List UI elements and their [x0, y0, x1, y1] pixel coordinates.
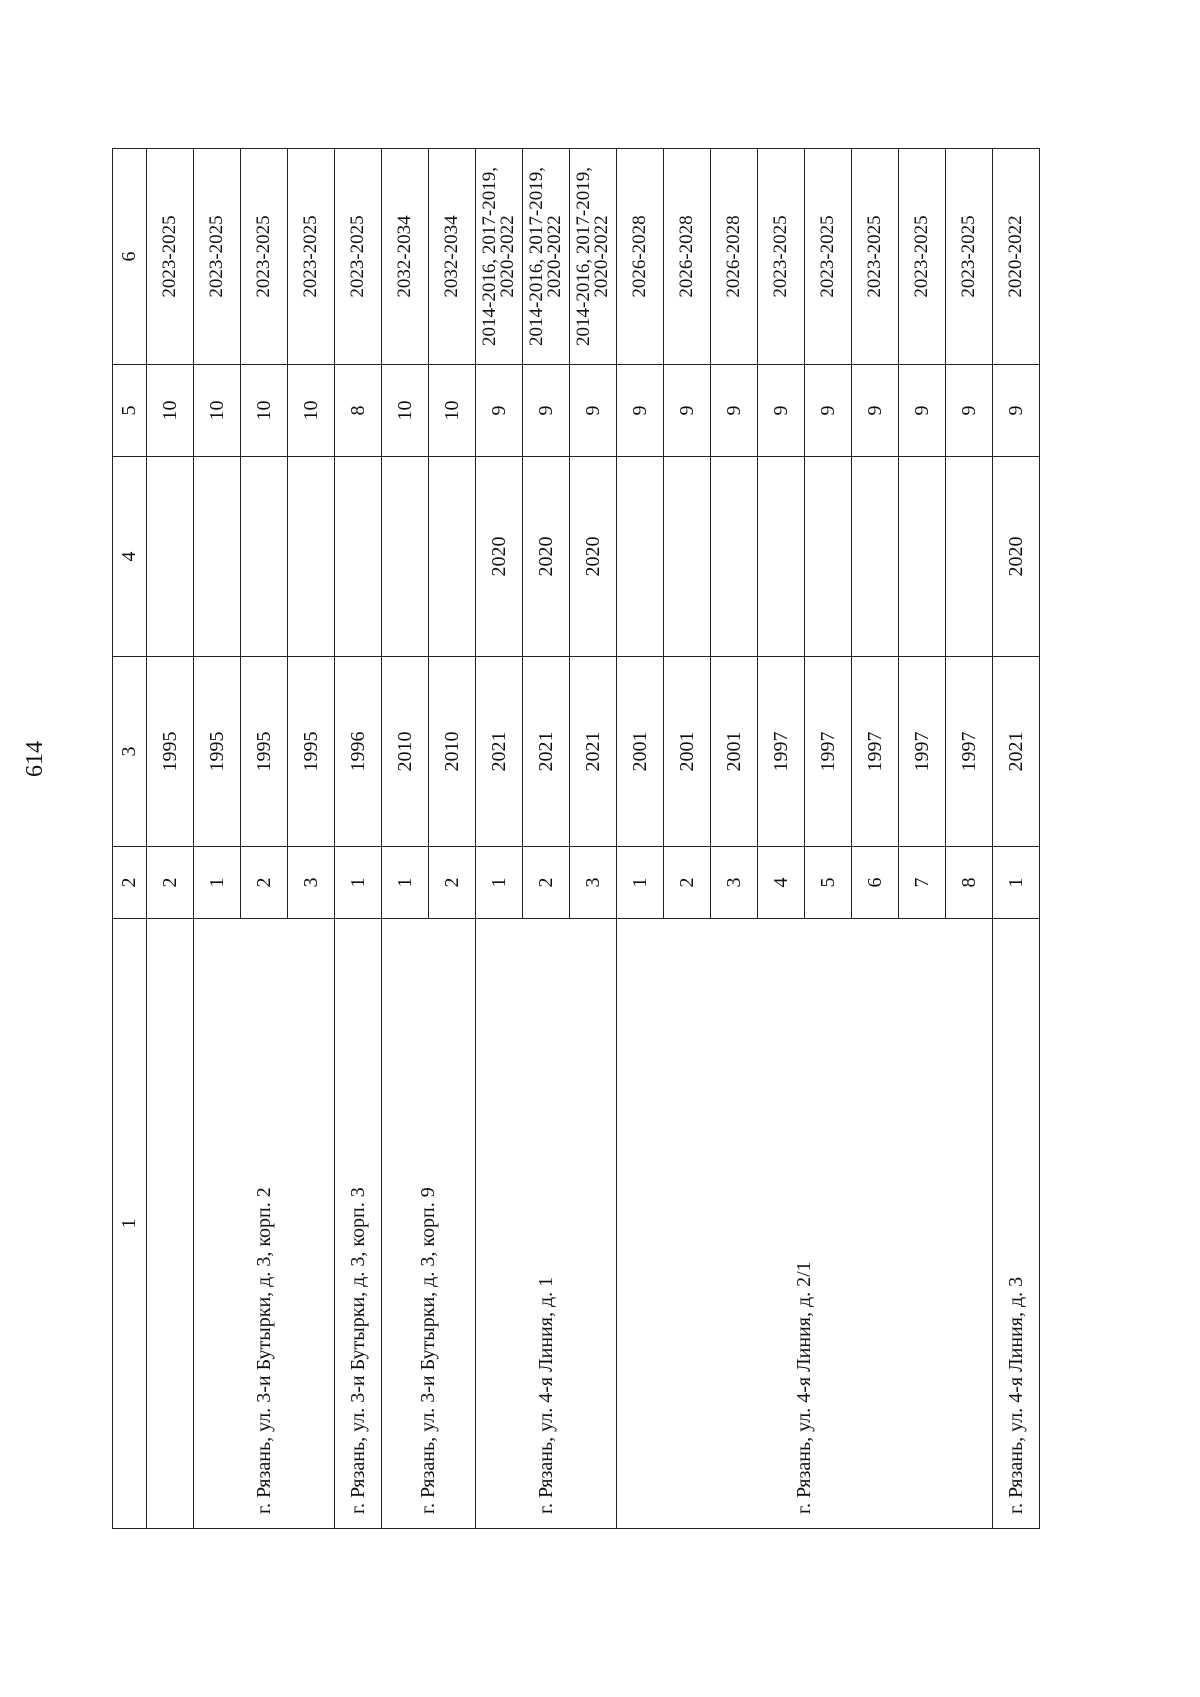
header-cell: 2	[113, 847, 147, 919]
period-cell	[570, 149, 617, 365]
period-line: 2023-2025	[817, 215, 838, 298]
period-cell	[852, 149, 899, 365]
unit-number-cell: 1	[335, 847, 382, 919]
table-row	[617, 149, 664, 1529]
commission-year-cell: 1997	[852, 657, 899, 847]
period-line: 2023-2025	[770, 215, 791, 298]
commission-year-cell: 2001	[664, 657, 711, 847]
unit-number-cell: 2	[664, 847, 711, 919]
value-cell: 9	[711, 365, 758, 457]
table-row	[382, 149, 429, 1529]
repair-year-cell	[852, 457, 899, 657]
page-number: 614	[22, 741, 48, 777]
unit-number-cell: 2	[241, 847, 288, 919]
value-cell: 9	[758, 365, 805, 457]
period-cell	[241, 149, 288, 365]
table-row	[993, 149, 1040, 1529]
repair-year-cell	[805, 457, 852, 657]
period-cell	[147, 149, 194, 365]
address-cell: г. Рязань, ул. 3-и Бутырки, д. 3, корп. 2	[194, 919, 335, 1529]
period-line: 2026-2028	[723, 215, 744, 298]
period-line: 2026-2028	[629, 215, 650, 298]
unit-number-cell: 3	[711, 847, 758, 919]
period-line: 2023-2025	[347, 215, 368, 298]
unit-number-cell: 2	[429, 847, 476, 919]
value-cell: 9	[570, 365, 617, 457]
address-cell: г. Рязань, ул. 3-и Бутырки, д. 3, корп. 9	[382, 919, 476, 1529]
header-cell: 5	[113, 365, 147, 457]
commission-year-cell: 2021	[523, 657, 570, 847]
commission-year-cell: 2021	[993, 657, 1040, 847]
repair-year-cell	[194, 457, 241, 657]
commission-year-cell: 1997	[899, 657, 946, 847]
unit-number-cell: 8	[946, 847, 993, 919]
repair-year-cell	[946, 457, 993, 657]
unit-number-cell: 1	[382, 847, 429, 919]
table-header-row	[113, 149, 147, 1529]
value-cell: 9	[993, 365, 1040, 457]
repair-year-cell	[288, 457, 335, 657]
period-line: 2014-2016, 2017-2019,	[573, 167, 594, 346]
commission-year-cell: 2001	[711, 657, 758, 847]
repair-year-cell	[382, 457, 429, 657]
unit-number-cell: 5	[805, 847, 852, 919]
commission-year-cell: 1995	[147, 657, 194, 847]
period-cell	[993, 149, 1040, 365]
commission-year-cell: 2021	[570, 657, 617, 847]
period-line: 2023-2025	[958, 215, 979, 298]
commission-year-cell: 1997	[805, 657, 852, 847]
address-cell: г. Рязань, ул. 4-я Линия, д. 2/1	[617, 919, 993, 1529]
period-cell	[711, 149, 758, 365]
header-cell: 4	[113, 457, 147, 657]
value-cell: 10	[288, 365, 335, 457]
repair-year-cell: 2020	[993, 457, 1040, 657]
value-cell: 9	[899, 365, 946, 457]
header-cell: 3	[113, 657, 147, 847]
commission-year-cell: 1995	[288, 657, 335, 847]
period-cell	[758, 149, 805, 365]
unit-number-cell: 6	[852, 847, 899, 919]
table-row	[335, 149, 382, 1529]
repair-year-cell	[617, 457, 664, 657]
value-cell: 10	[382, 365, 429, 457]
unit-number-cell: 1	[194, 847, 241, 919]
repair-year-cell	[664, 457, 711, 657]
value-cell: 9	[617, 365, 664, 457]
repair-year-cell	[899, 457, 946, 657]
repair-year-cell	[711, 457, 758, 657]
period-line: 2014-2016, 2017-2019,	[479, 167, 500, 346]
period-line: 2020-2022	[497, 215, 518, 298]
address-cell	[147, 919, 194, 1529]
commission-year-cell: 1997	[758, 657, 805, 847]
repair-year-cell	[429, 457, 476, 657]
unit-number-cell: 1	[617, 847, 664, 919]
period-line: 2023-2025	[206, 215, 227, 298]
commission-year-cell: 2010	[429, 657, 476, 847]
period-line: 2032-2034	[394, 215, 415, 298]
period-cell	[523, 149, 570, 365]
value-cell: 9	[664, 365, 711, 457]
address-cell: г. Рязань, ул. 4-я Линия, д. 1	[476, 919, 617, 1529]
commission-year-cell: 1995	[241, 657, 288, 847]
period-cell	[382, 149, 429, 365]
unit-number-cell: 3	[288, 847, 335, 919]
period-cell	[429, 149, 476, 365]
period-line: 2023-2025	[864, 215, 885, 298]
repair-year-cell	[758, 457, 805, 657]
value-cell: 8	[335, 365, 382, 457]
period-cell	[288, 149, 335, 365]
unit-number-cell: 4	[758, 847, 805, 919]
repair-year-cell	[147, 457, 194, 657]
value-cell: 9	[852, 365, 899, 457]
value-cell: 9	[946, 365, 993, 457]
elevator-register-table	[112, 148, 1040, 1529]
value-cell: 9	[523, 365, 570, 457]
period-cell	[946, 149, 993, 365]
table-body	[113, 149, 1040, 1529]
period-cell	[476, 149, 523, 365]
commission-year-cell: 1996	[335, 657, 382, 847]
period-line: 2020-2022	[544, 215, 565, 298]
address-cell: г. Рязань, ул. 4-я Линия, д. 3	[993, 919, 1040, 1529]
period-cell	[899, 149, 946, 365]
period-line: 2032-2034	[441, 215, 462, 298]
period-line: 2023-2025	[159, 215, 180, 298]
header-cell: 6	[113, 149, 147, 365]
repair-year-cell: 2020	[523, 457, 570, 657]
header-cell: 1	[113, 919, 147, 1529]
repair-year-cell: 2020	[476, 457, 523, 657]
period-line: 2020-2022	[591, 215, 612, 298]
value-cell: 9	[805, 365, 852, 457]
table-row	[194, 149, 241, 1529]
period-line: 2023-2025	[300, 215, 321, 298]
value-cell: 10	[429, 365, 476, 457]
period-line: 2023-2025	[253, 215, 274, 298]
period-cell	[805, 149, 852, 365]
period-cell	[194, 149, 241, 365]
value-cell: 9	[476, 365, 523, 457]
unit-number-cell: 2	[523, 847, 570, 919]
commission-year-cell: 2021	[476, 657, 523, 847]
repair-year-cell	[335, 457, 382, 657]
commission-year-cell: 2010	[382, 657, 429, 847]
commission-year-cell: 1997	[946, 657, 993, 847]
commission-year-cell: 2001	[617, 657, 664, 847]
value-cell: 10	[241, 365, 288, 457]
repair-year-cell	[241, 457, 288, 657]
address-cell: г. Рязань, ул. 3-и Бутырки, д. 3, корп. 3	[335, 919, 382, 1529]
table-row	[476, 149, 523, 1529]
unit-number-cell: 7	[899, 847, 946, 919]
period-line: 2026-2028	[676, 215, 697, 298]
value-cell: 10	[147, 365, 194, 457]
unit-number-cell: 2	[147, 847, 194, 919]
period-line: 2020-2022	[1005, 215, 1026, 298]
period-cell	[335, 149, 382, 365]
repair-year-cell: 2020	[570, 457, 617, 657]
period-line: 2014-2016, 2017-2019,	[526, 167, 547, 346]
commission-year-cell: 1995	[194, 657, 241, 847]
period-cell	[664, 149, 711, 365]
period-line: 2023-2025	[911, 215, 932, 298]
unit-number-cell: 1	[993, 847, 1040, 919]
period-cell	[617, 149, 664, 365]
unit-number-cell: 3	[570, 847, 617, 919]
table-row	[147, 149, 194, 1529]
unit-number-cell: 1	[476, 847, 523, 919]
value-cell: 10	[194, 365, 241, 457]
